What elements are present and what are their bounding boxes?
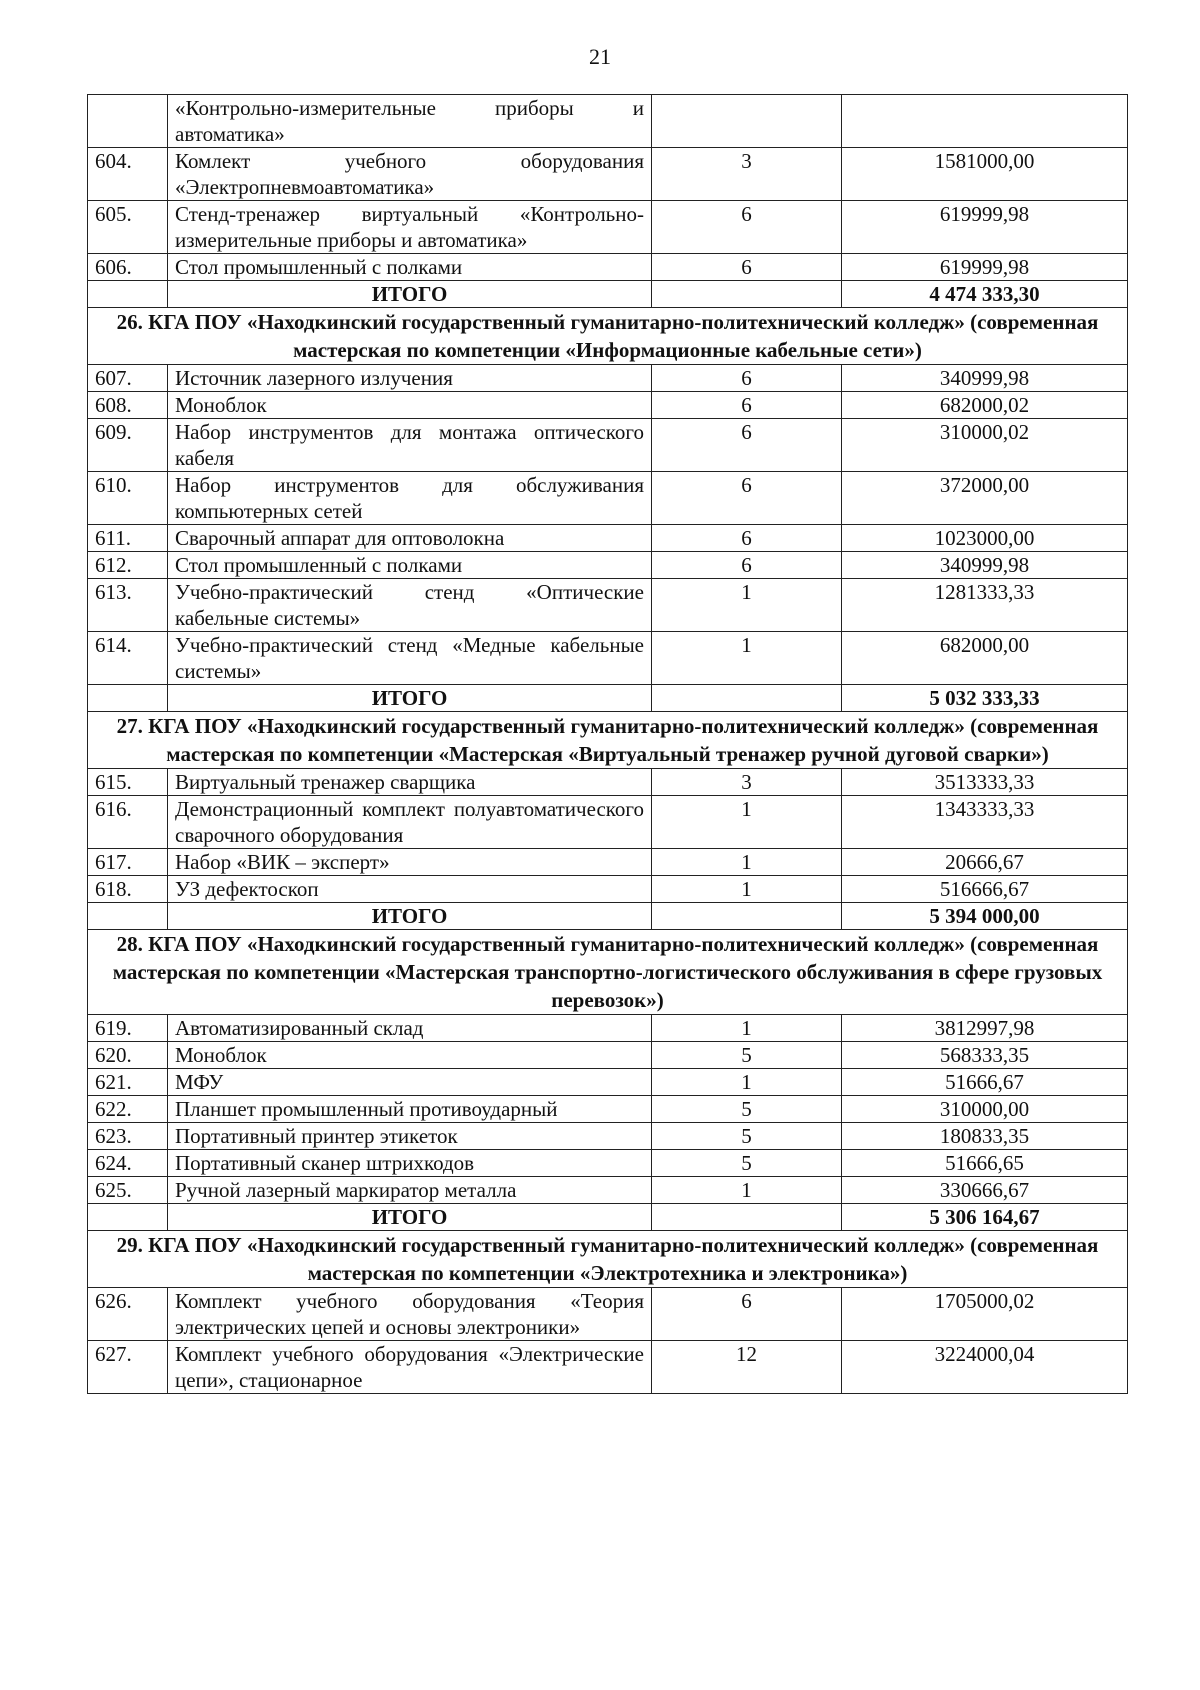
- item-name: Моноблок: [168, 392, 652, 419]
- equipment-table: [87, 94, 1128, 1394]
- row-number: 604.: [88, 148, 168, 201]
- item-quantity: 6: [652, 472, 842, 525]
- table-row: [88, 1177, 1128, 1204]
- item-amount: 1281333,33: [842, 579, 1128, 632]
- total-label: ИТОГО: [168, 1204, 652, 1231]
- item-amount: 180833,35: [842, 1123, 1128, 1150]
- item-quantity: 1: [652, 1177, 842, 1204]
- item-amount: 568333,35: [842, 1042, 1128, 1069]
- table-row: [88, 148, 1128, 201]
- table-row: [88, 796, 1128, 849]
- table-row: [88, 95, 1128, 148]
- item-quantity: 1: [652, 579, 842, 632]
- table-row: [88, 579, 1128, 632]
- item-name: Виртуальный тренажер сварщика: [168, 769, 652, 796]
- item-amount: 682000,02: [842, 392, 1128, 419]
- item-quantity: 6: [652, 254, 842, 281]
- item-name: Портативный сканер штрихкодов: [168, 1150, 652, 1177]
- row-number: 609.: [88, 419, 168, 472]
- section-heading: 29. КГА ПОУ «Находкинский государственный гуманитарно-политехнический колледж» (современная мастерская по компетенции «Электротехника и электроника»): [88, 1231, 1128, 1288]
- item-name: Источник лазерного излучения: [168, 365, 652, 392]
- item-quantity: 3: [652, 148, 842, 201]
- table-row: [88, 254, 1128, 281]
- section-heading-row: [88, 308, 1128, 365]
- table-row: [88, 365, 1128, 392]
- row-number: 624.: [88, 1150, 168, 1177]
- item-amount: 1023000,00: [842, 525, 1128, 552]
- total-amount: 5 306 164,67: [842, 1204, 1128, 1231]
- item-quantity: 5: [652, 1123, 842, 1150]
- item-amount: 51666,67: [842, 1069, 1128, 1096]
- item-amount: 1343333,33: [842, 796, 1128, 849]
- row-number: 610.: [88, 472, 168, 525]
- row-number: 625.: [88, 1177, 168, 1204]
- row-number: 626.: [88, 1288, 168, 1341]
- table-row: [88, 419, 1128, 472]
- table-row: [88, 472, 1128, 525]
- total-empty-cell: [652, 685, 842, 712]
- item-name: Стенд-тренажер виртуальный «Контрольно-измерительные приборы и автоматика»: [168, 201, 652, 254]
- table-row: [88, 552, 1128, 579]
- item-amount: 682000,00: [842, 632, 1128, 685]
- row-number: 605.: [88, 201, 168, 254]
- item-quantity: 12: [652, 1341, 842, 1394]
- row-number: 617.: [88, 849, 168, 876]
- item-name: Набор «ВИК – эксперт»: [168, 849, 652, 876]
- row-number: 606.: [88, 254, 168, 281]
- item-amount: 1581000,00: [842, 148, 1128, 201]
- item-quantity: 6: [652, 525, 842, 552]
- item-amount: 516666,67: [842, 876, 1128, 903]
- total-row: [88, 685, 1128, 712]
- row-number: 615.: [88, 769, 168, 796]
- total-empty-cell: [652, 903, 842, 930]
- table-row: [88, 525, 1128, 552]
- table-row: [88, 849, 1128, 876]
- row-number: 614.: [88, 632, 168, 685]
- total-label: ИТОГО: [168, 903, 652, 930]
- row-number: 618.: [88, 876, 168, 903]
- item-quantity: 1: [652, 849, 842, 876]
- item-quantity: 6: [652, 392, 842, 419]
- row-number: 627.: [88, 1341, 168, 1394]
- table-row: [88, 632, 1128, 685]
- total-empty-cell: [88, 1204, 168, 1231]
- item-amount: 20666,67: [842, 849, 1128, 876]
- item-quantity: [652, 95, 842, 148]
- total-label: ИТОГО: [168, 281, 652, 308]
- table-row: [88, 876, 1128, 903]
- row-number: 621.: [88, 1069, 168, 1096]
- item-name: Комплект учебного оборудования «Электрические цепи», стационарное: [168, 1341, 652, 1394]
- item-amount: 330666,67: [842, 1177, 1128, 1204]
- section-heading-row: [88, 930, 1128, 1015]
- total-empty-cell: [652, 281, 842, 308]
- item-amount: 310000,02: [842, 419, 1128, 472]
- item-name: Комлект учебного оборудования «Электропневмоавтоматика»: [168, 148, 652, 201]
- table-row: [88, 1069, 1128, 1096]
- section-heading: 26. КГА ПОУ «Находкинский государственный гуманитарно-политехнический колледж» (современная мастерская по компетенции «Информационные кабельные сети»): [88, 308, 1128, 365]
- table-row: [88, 1341, 1128, 1394]
- section-heading-row: [88, 1231, 1128, 1288]
- table-row: [88, 1015, 1128, 1042]
- item-amount: 340999,98: [842, 552, 1128, 579]
- item-amount: 619999,98: [842, 201, 1128, 254]
- item-name: Автоматизированный склад: [168, 1015, 652, 1042]
- total-empty-cell: [652, 1204, 842, 1231]
- row-number: 613.: [88, 579, 168, 632]
- row-number: 616.: [88, 796, 168, 849]
- item-quantity: 1: [652, 632, 842, 685]
- page-number: 21: [589, 44, 611, 69]
- item-amount: 3812997,98: [842, 1015, 1128, 1042]
- row-number: 619.: [88, 1015, 168, 1042]
- item-amount: 340999,98: [842, 365, 1128, 392]
- table-row: [88, 769, 1128, 796]
- item-amount: 3224000,04: [842, 1341, 1128, 1394]
- item-name: Стол промышленный с полками: [168, 552, 652, 579]
- item-name: Демонстрационный комплект полуавтоматического сварочного оборудования: [168, 796, 652, 849]
- item-name: Сварочный аппарат для оптоволокна: [168, 525, 652, 552]
- item-amount: 310000,00: [842, 1096, 1128, 1123]
- total-empty-cell: [88, 281, 168, 308]
- item-quantity: 5: [652, 1096, 842, 1123]
- row-number: 611.: [88, 525, 168, 552]
- item-quantity: 5: [652, 1042, 842, 1069]
- item-name: Моноблок: [168, 1042, 652, 1069]
- item-quantity: 1: [652, 1015, 842, 1042]
- item-name: Портативный принтер этикеток: [168, 1123, 652, 1150]
- item-amount: 372000,00: [842, 472, 1128, 525]
- item-name: Стол промышленный с полками: [168, 254, 652, 281]
- section-heading: 27. КГА ПОУ «Находкинский государственный гуманитарно-политехнический колледж» (современная мастерская по компетенции «Мастерская «Виртуальный тренажер ручной дуговой сварки»): [88, 712, 1128, 769]
- total-amount: 5 032 333,33: [842, 685, 1128, 712]
- item-quantity: 1: [652, 796, 842, 849]
- item-name: Набор инструментов для обслуживания компьютерных сетей: [168, 472, 652, 525]
- row-number: 620.: [88, 1042, 168, 1069]
- item-name: Планшет промышленный противоударный: [168, 1096, 652, 1123]
- row-number: 607.: [88, 365, 168, 392]
- item-name: МФУ: [168, 1069, 652, 1096]
- total-row: [88, 903, 1128, 930]
- item-name: Ручной лазерный маркиратор металла: [168, 1177, 652, 1204]
- item-quantity: 1: [652, 1069, 842, 1096]
- table-row: [88, 392, 1128, 419]
- total-empty-cell: [88, 903, 168, 930]
- item-amount: 619999,98: [842, 254, 1128, 281]
- table-row: [88, 201, 1128, 254]
- row-number: 612.: [88, 552, 168, 579]
- equipment-table-body: [88, 95, 1128, 1394]
- item-name: «Контрольно-измерительные приборы и автоматика»: [168, 95, 652, 148]
- item-amount: 51666,65: [842, 1150, 1128, 1177]
- table-row: [88, 1042, 1128, 1069]
- item-name: Комплект учебного оборудования «Теория электрических цепей и основы электроники»: [168, 1288, 652, 1341]
- item-amount: 3513333,33: [842, 769, 1128, 796]
- table-row: [88, 1123, 1128, 1150]
- row-number: [88, 95, 168, 148]
- item-quantity: 6: [652, 201, 842, 254]
- item-quantity: 3: [652, 769, 842, 796]
- total-label: ИТОГО: [168, 685, 652, 712]
- item-amount: 1705000,02: [842, 1288, 1128, 1341]
- item-name: Учебно-практический стенд «Медные кабельные системы»: [168, 632, 652, 685]
- total-row: [88, 281, 1128, 308]
- item-name: Учебно-практический стенд «Оптические кабельные системы»: [168, 579, 652, 632]
- item-quantity: 1: [652, 876, 842, 903]
- section-heading-row: [88, 712, 1128, 769]
- row-number: 608.: [88, 392, 168, 419]
- row-number: 622.: [88, 1096, 168, 1123]
- item-quantity: 6: [652, 1288, 842, 1341]
- table-row: [88, 1288, 1128, 1341]
- row-number: 623.: [88, 1123, 168, 1150]
- item-quantity: 6: [652, 365, 842, 392]
- table-row: [88, 1096, 1128, 1123]
- table-row: [88, 1150, 1128, 1177]
- item-name: УЗ дефектоскоп: [168, 876, 652, 903]
- total-amount: 5 394 000,00: [842, 903, 1128, 930]
- item-quantity: 5: [652, 1150, 842, 1177]
- total-empty-cell: [88, 685, 168, 712]
- total-amount: 4 474 333,30: [842, 281, 1128, 308]
- total-row: [88, 1204, 1128, 1231]
- item-amount: [842, 95, 1128, 148]
- item-name: Набор инструментов для монтажа оптического кабеля: [168, 419, 652, 472]
- item-quantity: 6: [652, 419, 842, 472]
- item-quantity: 6: [652, 552, 842, 579]
- section-heading: 28. КГА ПОУ «Находкинский государственный гуманитарно-политехнический колледж» (современная мастерская по компетенции «Мастерская транспортно-логистического обслуживания в сфере грузовых перевозок»): [88, 930, 1128, 1015]
